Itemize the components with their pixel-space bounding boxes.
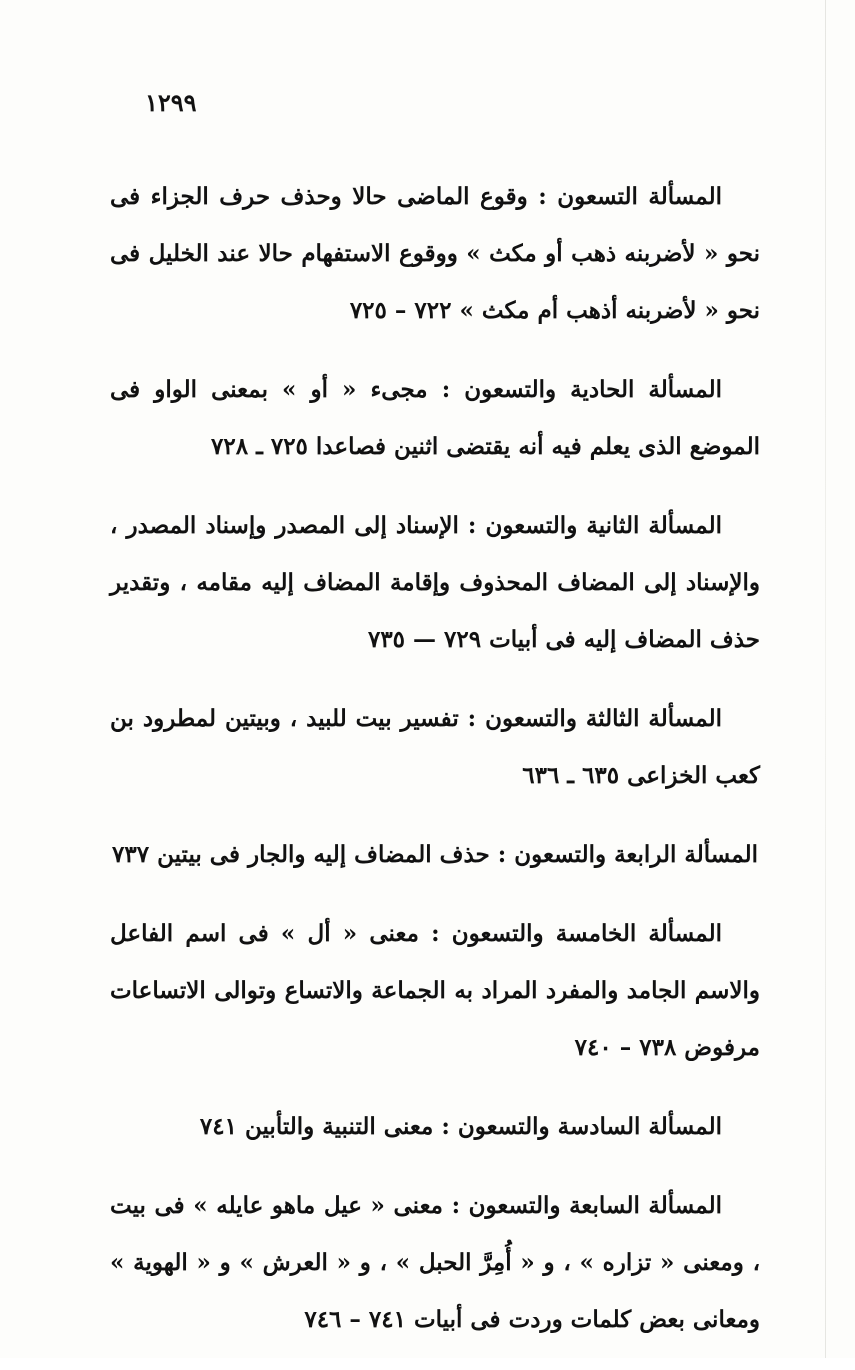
entry-92: المسألة الثانية والتسعون : الإسناد إلى المصدر وإسناد المصدر ، والإسناد إلى المضاف المحذوف وإقامة المضاف إليه مقامه ، وتقدير حذف المضاف إليه فى أبيات ٧٢٩ — ٧٣٥ [110,512,760,653]
entry-94: المسألة الرابعة والتسعون : حذف المضاف إليه والجار فى بيتين ٧٣٧ [112,841,758,868]
page-number: ١٢٩٩ [145,88,197,117]
page-crease [825,0,826,1358]
entry-93: المسألة الثالثة والتسعون : تفسير بيت للبيد ، وبيتين لمطرود بن كعب الخزاعى ٦٣٥ ـ ٦٣٦ [110,705,760,789]
entry-90: المسألة التسعون : وقوع الماضى حالا وحذف حرف الجزاء فى نحو « لأضربنه ذهب أو مكث » ووقوع الاستفهام حالا عند الخليل فى نحو « لأضربنه أذهب أم مكث » ٧٢٢ – ٧٢٥ [110,183,760,324]
index-entries [110,168,760,1370]
entry-96: المسألة السادسة والتسعون : معنى التنبية والتأبين ٧٤١ [199,1113,722,1140]
entry-97: المسألة السابعة والتسعون : معنى « عيل ماهو عايله » فى بيت ، ومعنى « تزاره » ، و « أُمِرَّ الحبل » ، و « العرش » و « الهوية » ومعانى بعض كلمات وردت فى أبيات ٧٤١ – ٧٤٦ [110,1192,760,1333]
entry-91: المسألة الحادية والتسعون : مجىء « أو » بمعنى الواو فى الموضع الذى يعلم فيه أنه يقتضى اثنين فصاعدا ٧٢٥ ـ ٧٢٨ [110,376,760,460]
entry-95: المسألة الخامسة والتسعون : معنى « أل » فى اسم الفاعل والاسم الجامد والمفرد المراد به الجماعة والاتساع وتوالى الاتساعات مرفوض ٧٣٨ – ٧٤٠ [110,920,760,1061]
